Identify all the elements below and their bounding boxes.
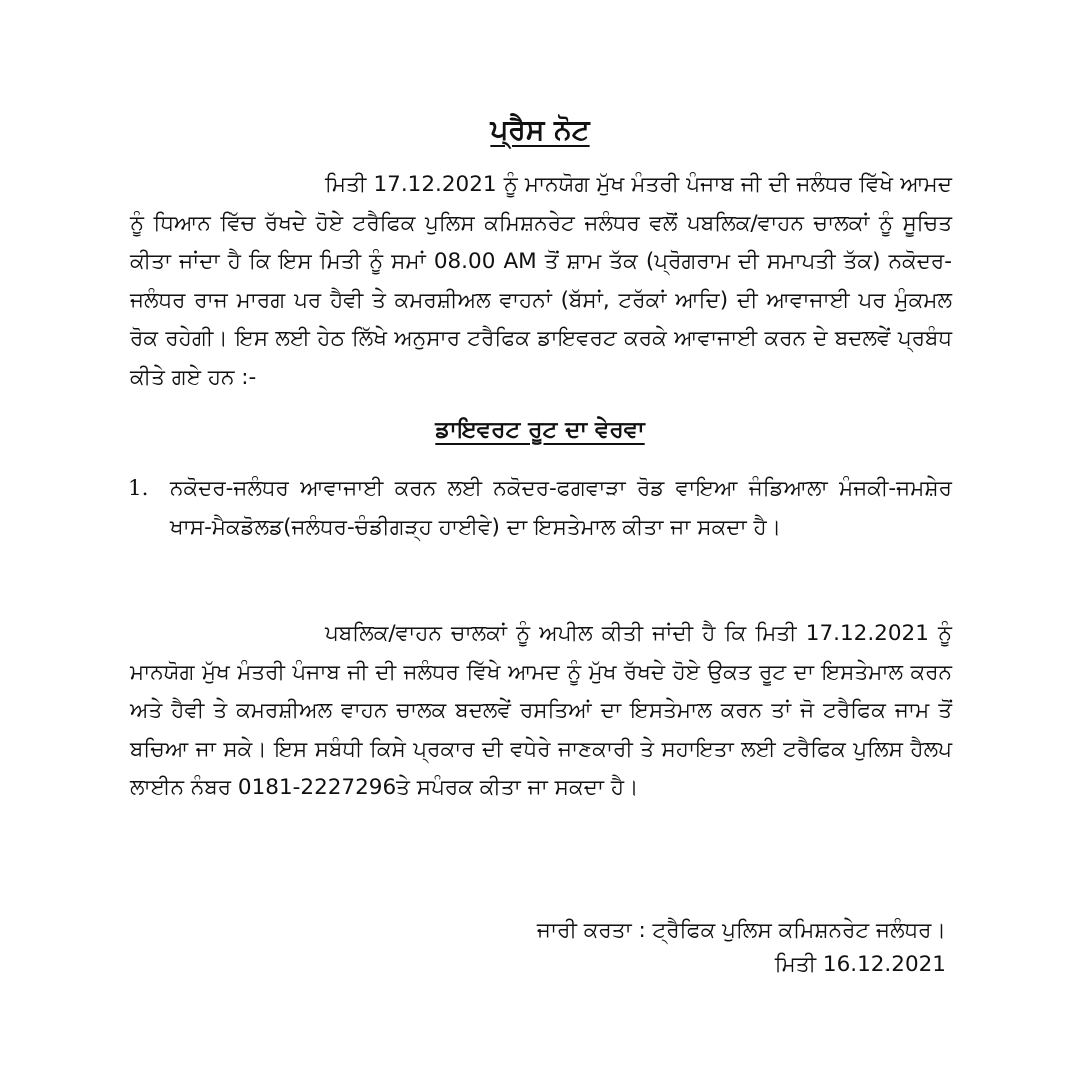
list-item-text: ਨਕੋਦਰ-ਜਲੰਧਰ ਆਵਾਜਾਈ ਕਰਨ ਲਈ ਨਕੋਦਰ-ਫਗਵਾੜਾ ਰੋਡ ਵਾਇਆ ਜੰਡਿਆਲਾ ਮੰਜਕੀ-ਜਮਸ਼ੇਰ ਖਾਸ-ਮੈਕਡੋਲਡ(ਜਲੰਧਰ-ਚੰਡੀਗੜ੍ਹ ਹਾਈਵੇ) ਦਾ ਇਸਤੇਮਾਲ ਕੀਤਾ ਜਾ ਸਕਦਾ ਹੈ। <box>170 476 952 540</box>
issue-date: ਮਿਤੀ 16.12.2021 <box>774 952 946 977</box>
route-list <box>128 470 952 547</box>
list-item <box>128 470 952 547</box>
appeal-paragraph: ਪਬਲਿਕ/ਵਾਹਨ ਚਾਲਕਾਂ ਨੂੰ ਅਪੀਲ ਕੀਤੀ ਜਾਂਦੀ ਹੈ ਕਿ ਮਿਤੀ 17.12.2021 ਨੂੰ ਮਾਨਯੋਗ ਮੁੱਖ ਮੰਤਰੀ ਪੰਜਾਬ ਜੀ ਦੀ ਜਲੰਧਰ ਵਿੱਖੇ ਆਮਦ ਨੂੰ ਮੁੱਖ ਰੱਖਦੇ ਹੋਏ ਉਕਤ ਰੂਟ ਦਾ ਇਸਤੇਮਾਲ ਕਰਨ ਅਤੇ ਹੈਵੀ ਤੇ ਕਮਰਸ਼ੀਅਲ ਵਾਹਨ ਚਾਲਕ ਬਦਲਵੇਂ ਰਸਤਿਆਂ ਦਾ ਇਸਤੇਮਾਲ ਕਰਨ ਤਾਂ ਜੋ ਟਰੈਫਿਕ ਜਾਮ ਤੋਂ ਬਚਿਆ ਜਾ ਸਕੇ। ਇਸ ਸਬੰਧੀ ਕਿਸੇ ਪ੍ਰਕਾਰ ਦੀ ਵਧੇਰੇ ਜਾਣਕਾਰੀ ਤੇ ਸਹਾਇਤਾ ਲਈ ਟਰੈਫਿਕ ਪੁਲਿਸ ਹੈਲਪ ਲਾਈਨ ਨੰਬਰ 0181-2227296ਤੇ ਸਪੰਰਕ ਕੀਤਾ ਜਾ ਸਕਦਾ ਹੈ। <box>130 621 952 800</box>
intro-paragraph: ਮਿਤੀ 17.12.2021 ਨੂੰ ਮਾਨਯੋਗ ਮੁੱਖ ਮੰਤਰੀ ਪੰਜਾਬ ਜੀ ਦੀ ਜਲੰਧਰ ਵਿੱਖੇ ਆਮਦ ਨੂੰ ਧਿਆਨ ਵਿੱਚ ਰੱਖਦੇ ਹੋਏ ਟਰੈਫਿਕ ਪੁਲਿਸ ਕਮਿਸ਼ਨਰੇਟ ਜਲੰਧਰ ਵਲੋਂ ਪਬਲਿਕ/ਵਾਹਨ ਚਾਲਕਾਂ ਨੂੰ ਸੂਚਿਤ ਕੀਤਾ ਜਾਂਦਾ ਹੈ ਕਿ ਇਸ ਮਿਤੀ ਨੂੰ ਸਮਾਂ 08.00 AM ਤੋਂ ਸ਼ਾਮ ਤੱਕ (ਪ੍ਰੋਗਰਾਮ ਦੀ ਸਮਾਪਤੀ ਤੱਕ) ਨਕੋਦਰ-ਜਲੰਧਰ ਰਾਜ ਮਾਰਗ ਪਰ ਹੈਵੀ ਤੇ ਕਮਰਸ਼ੀਅਲ ਵਾਹਨਾਂ (ਬੱਸਾਂ, ਟਰੱਕਾਂ ਆਦਿ) ਦੀ ਆਵਾਜਾਈ ਪਰ ਮੁੰਕਮਲ ਰੋਕ ਰਹੇਗੀ। ਇਸ ਲਈ ਹੇਠ ਲਿੱਖੇ ਅਨੁਸਾਰ ਟਰੈਫਿਕ ਡਾਇਵਰਟ ਕਰਕੇ ਆਵਾਜਾਈ ਕਰਨ ਦੇ ਬਦਲਵੇਂ ਪ੍ਰਬੰਧ ਕੀਤੇ ਗਏ ਹਨ :- <box>130 172 952 390</box>
signature-block <box>537 914 946 982</box>
list-item-number: 1. <box>128 476 149 501</box>
document-title <box>0 108 1080 152</box>
document-title-text: ਪ੍ਰੈਸ ਨੋਟ <box>490 113 590 146</box>
section-heading-text: ਡਾਇਵਰਟ ਰੂਟ ਦਾ ਵੇਰਵਾ <box>435 417 645 443</box>
section-heading <box>0 408 1080 452</box>
issuer-line: ਜਾਰੀ ਕਰਤਾ : ਟ੍ਰੈਫਿਕ ਪੁਲਿਸ ਕਮਿਸ਼ਨਰੇਟ ਜਲੰਧਰ। <box>536 918 946 943</box>
